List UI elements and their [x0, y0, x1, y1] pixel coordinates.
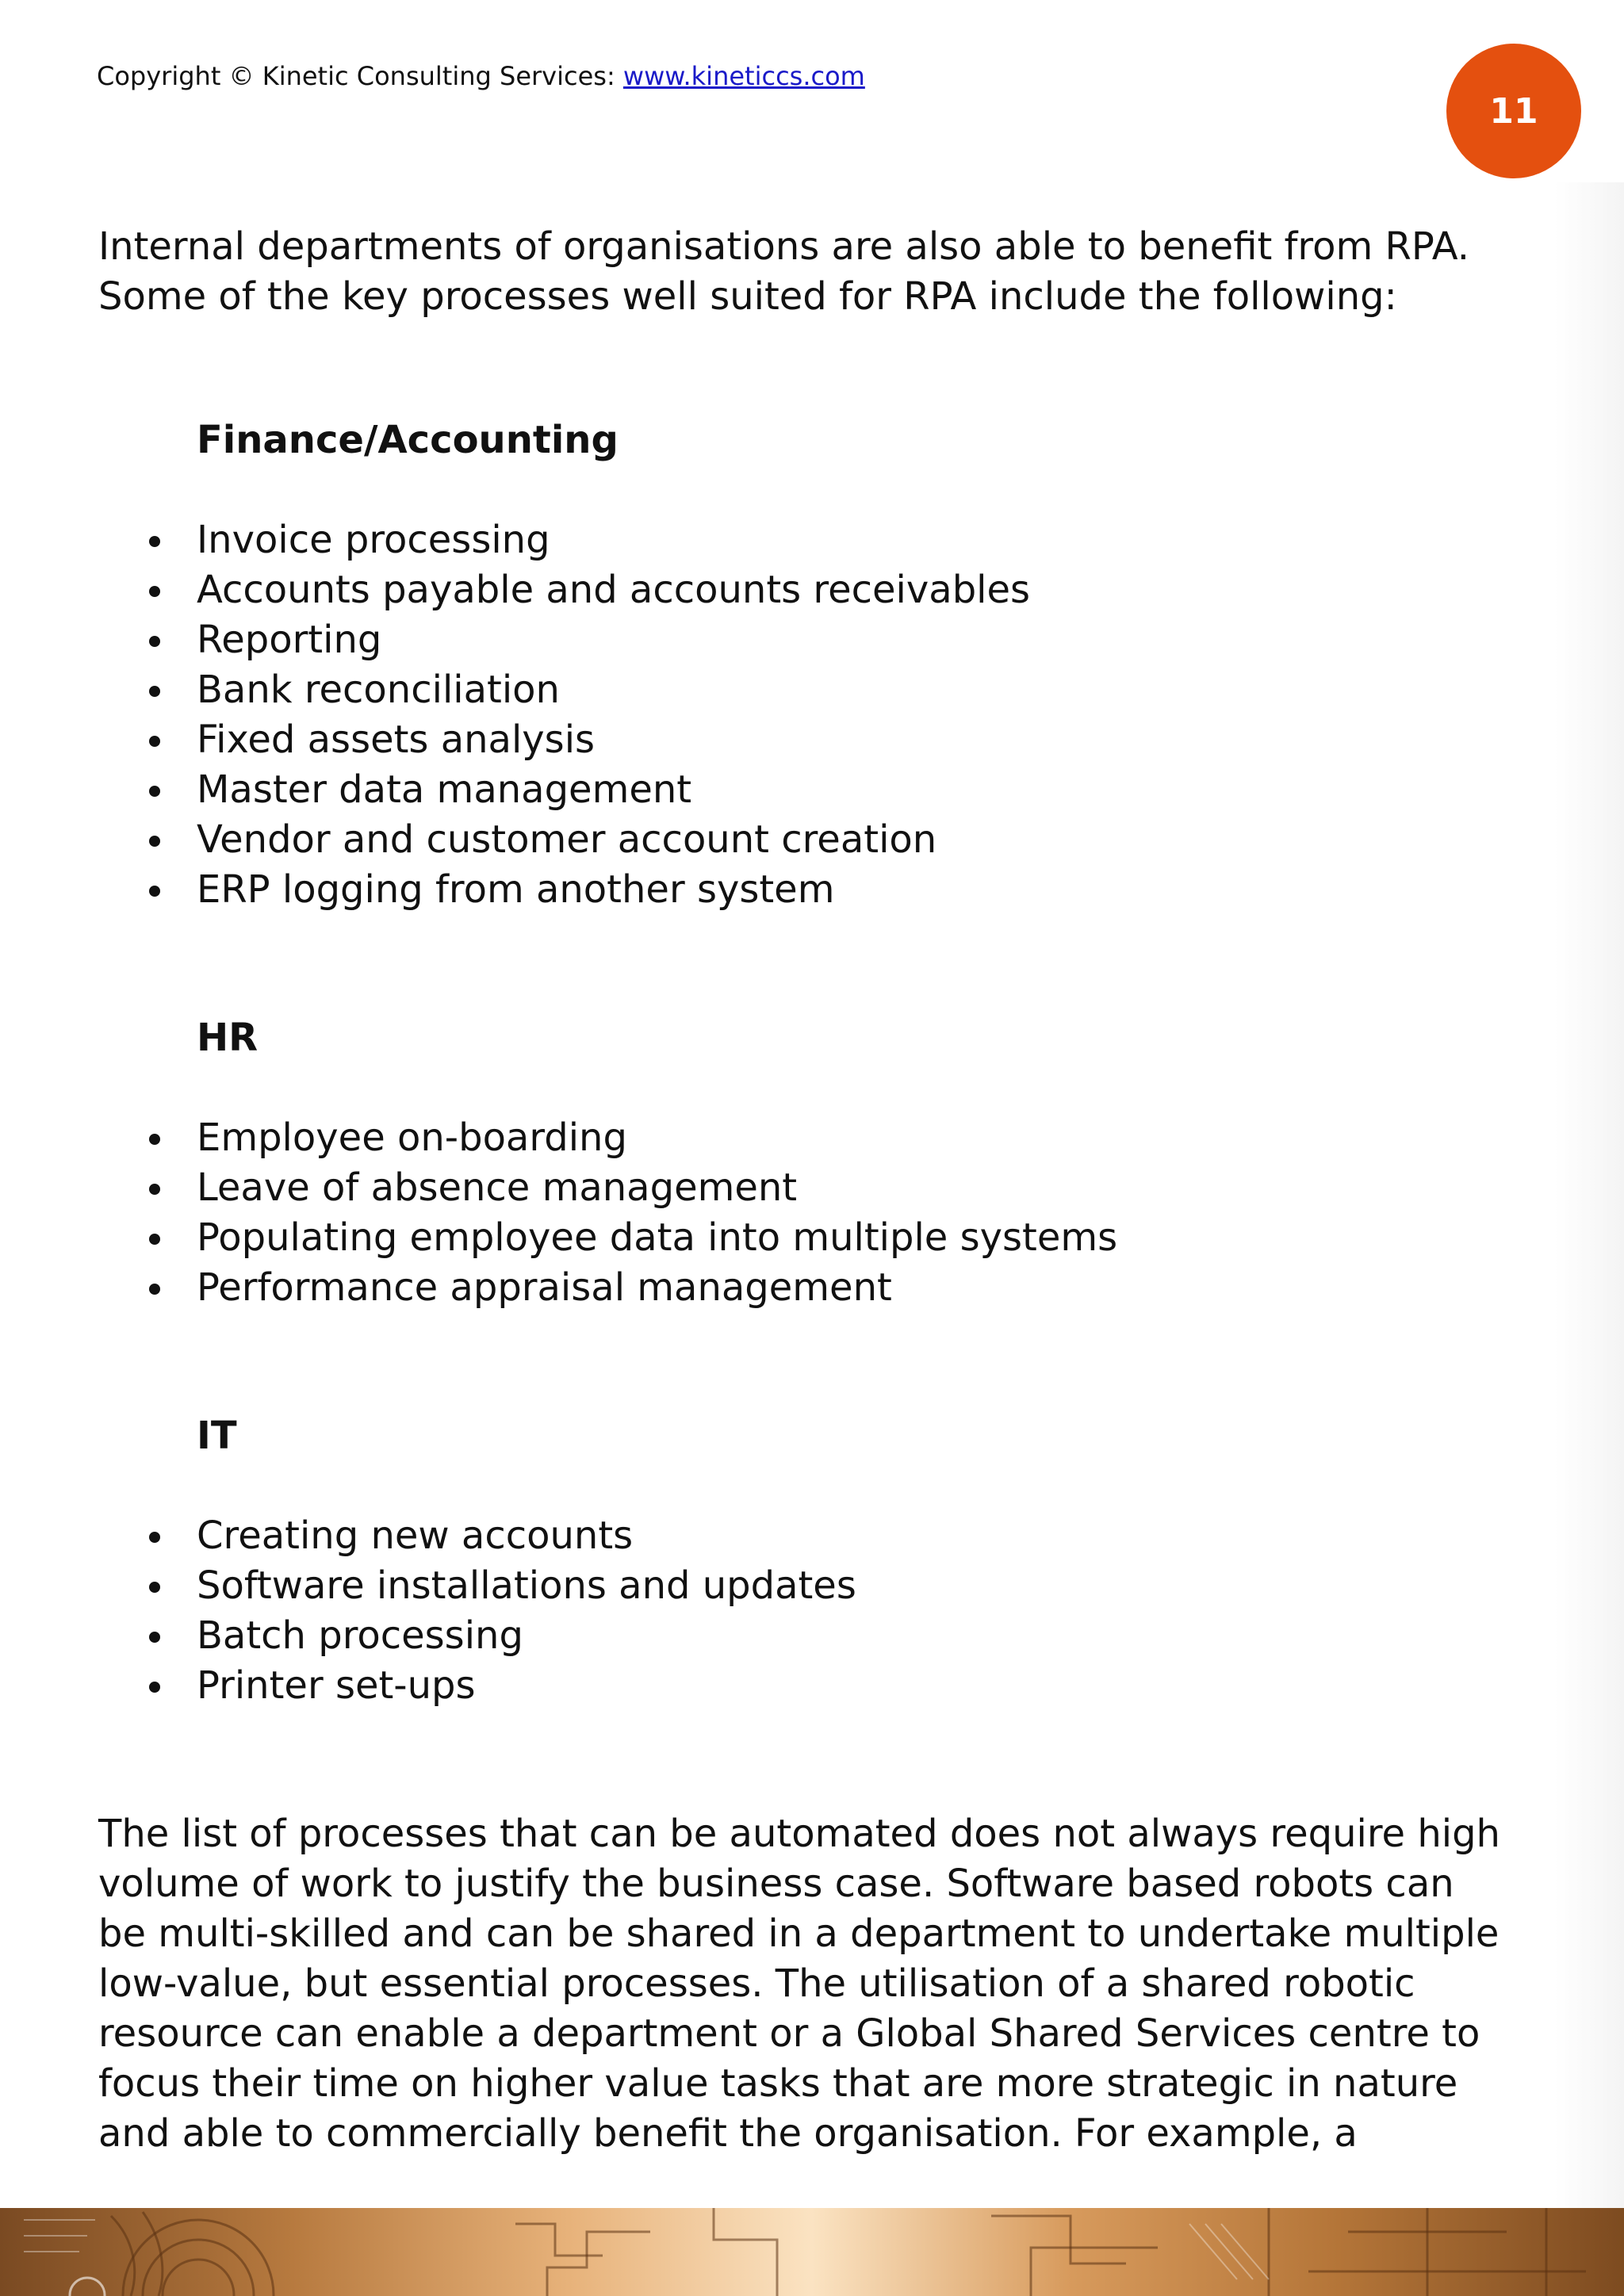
closing-line: focus their time on higher value tasks that are more strategic in nature	[98, 2061, 1458, 2106]
closing-line: be multi-skilled and can be shared in a department to undertake multiple	[98, 1911, 1500, 1956]
page-edge-shading	[1554, 182, 1624, 2208]
section-heading-finance: Finance/Accounting	[197, 418, 619, 462]
copyright-line	[97, 60, 865, 92]
list-item: Invoice processing	[98, 515, 1526, 565]
section-heading-hr: HR	[197, 1016, 259, 1060]
page-content	[98, 222, 1526, 2159]
footer-decorative-band	[0, 2208, 1624, 2296]
list-item: Accounts payable and accounts receivables	[98, 565, 1526, 615]
list-item: Populating employee data into multiple systems	[98, 1213, 1526, 1263]
section-heading-it: IT	[197, 1414, 237, 1458]
closing-line: and able to commercially benefit the organisation. For example, a	[98, 2111, 1358, 2156]
closing-line: low-value, but essential processes. The utilisation of a shared robotic	[98, 1961, 1415, 2006]
intro-line: Some of the key processes well suited for RPA include the following:	[98, 274, 1397, 319]
list-item: Printer set-ups	[98, 1661, 1526, 1711]
list-item: Software installations and updates	[98, 1561, 1526, 1611]
intro-line: Internal departments of organisations are also able to benefit from RPA.	[98, 224, 1469, 269]
intro-paragraph	[98, 222, 1526, 322]
list-item: Creating new accounts	[98, 1511, 1526, 1561]
list-item: Bank reconciliation	[98, 665, 1526, 715]
website-link[interactable]: www.kineticcs.com	[622, 61, 865, 91]
list-item: Performance appraisal management	[98, 1263, 1526, 1313]
hr-list	[98, 1113, 1526, 1313]
closing-paragraph	[98, 1809, 1526, 2159]
list-item: Employee on-boarding	[98, 1113, 1526, 1163]
closing-line: volume of work to justify the business case. Software based robots can	[98, 1862, 1454, 1906]
circuit-pattern-graphic	[0, 2208, 1624, 2296]
page-number-badge	[1446, 44, 1581, 178]
list-item: Master data management	[98, 765, 1526, 815]
copyright-text: Copyright © Kinetic Consulting Services:	[97, 61, 623, 91]
it-list	[98, 1511, 1526, 1711]
list-item: Reporting	[98, 615, 1526, 665]
list-item: Leave of absence management	[98, 1163, 1526, 1213]
closing-line: The list of processes that can be automated does not always require high	[98, 1812, 1500, 1856]
closing-line: resource can enable a department or a Global Shared Services centre to	[98, 2011, 1480, 2056]
list-item: Vendor and customer account creation	[98, 815, 1526, 865]
list-item: Batch processing	[98, 1611, 1526, 1661]
list-item: Fixed assets analysis	[98, 715, 1526, 765]
page-number: 11	[1489, 90, 1538, 132]
list-item: ERP logging from another system	[98, 865, 1526, 915]
finance-list	[98, 515, 1526, 915]
